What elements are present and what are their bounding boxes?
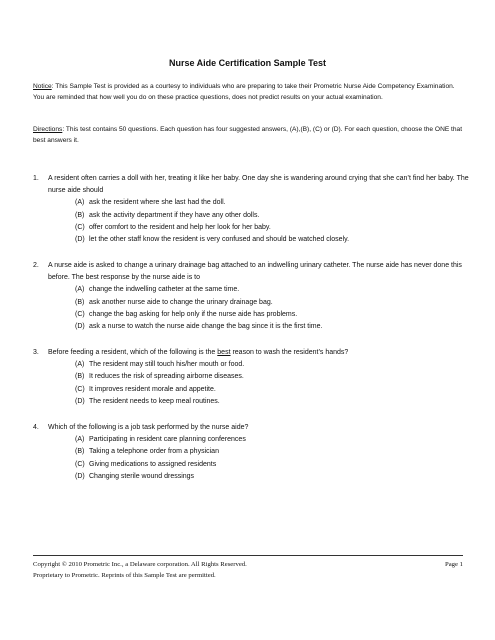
answer-option-b bbox=[75, 210, 473, 222]
option-letter: (A) bbox=[75, 361, 85, 369]
option-text: change the bag asking for help only if the nurse aide has problems. bbox=[89, 310, 298, 318]
option-letter: (B) bbox=[75, 298, 85, 306]
proprietary-text: Proprietary to Prometric. Reprints of this Sample Test are permitted. bbox=[33, 571, 216, 579]
answer-options bbox=[33, 197, 473, 246]
page-footer bbox=[33, 560, 463, 581]
option-letter: (C) bbox=[75, 385, 85, 393]
answer-option-d bbox=[75, 471, 473, 483]
option-text: offer comfort to the resident and help her look for her baby. bbox=[89, 223, 271, 231]
answer-options bbox=[33, 359, 473, 408]
option-letter: (A) bbox=[75, 436, 85, 444]
page-title: Nurse Aide Certification Sample Test bbox=[168, 58, 327, 68]
answer-options bbox=[33, 284, 473, 333]
answer-option-d bbox=[75, 321, 473, 333]
answer-option-d bbox=[75, 234, 473, 246]
question-1 bbox=[33, 173, 473, 246]
answer-option-c bbox=[75, 384, 473, 396]
question-number: 1. bbox=[33, 175, 39, 182]
question-3 bbox=[33, 347, 473, 408]
copyright-text: Copyright © 2010 Prometric Inc., a Delaware corporation. All Rights Reserved. bbox=[33, 561, 247, 568]
answer-option-c bbox=[75, 459, 473, 471]
question-number: 3. bbox=[33, 349, 39, 356]
option-text: change the indwelling catheter at the same time. bbox=[89, 286, 240, 294]
option-letter: (D) bbox=[75, 236, 85, 244]
option-text: Taking a telephone order from a physician bbox=[89, 448, 219, 456]
option-text: Giving medications to assigned residents bbox=[89, 460, 217, 468]
option-letter: (C) bbox=[75, 223, 85, 231]
answer-option-c bbox=[75, 309, 473, 321]
question-number: 2. bbox=[33, 262, 39, 269]
option-text: Participating in resident care planning conferences bbox=[89, 436, 246, 444]
answer-option-a bbox=[75, 359, 473, 371]
option-letter: (B) bbox=[75, 211, 85, 219]
option-letter: (C) bbox=[75, 310, 85, 318]
answer-option-b bbox=[75, 371, 473, 383]
option-letter: (B) bbox=[75, 373, 85, 381]
option-letter: (D) bbox=[75, 323, 85, 331]
question-stem bbox=[48, 347, 473, 359]
question-stem: A resident often carries a doll with her, treating it like her baby. One day she is wandering around crying that she can’t find her baby. The nurse aide should bbox=[48, 175, 469, 195]
answer-options bbox=[33, 434, 473, 483]
option-text: ask another nurse aide to change the urinary drainage bag. bbox=[89, 298, 273, 306]
directions-paragraph bbox=[33, 124, 463, 147]
option-text: let the other staff know the resident is very confused and should be watched closely. bbox=[89, 236, 350, 244]
option-text: Changing sterile wound dressings bbox=[89, 472, 195, 480]
option-text: ask a nurse to watch the nurse aide change the bag since it is the first time. bbox=[89, 323, 323, 331]
option-letter: (D) bbox=[75, 397, 85, 405]
notice-label: Notice bbox=[33, 83, 52, 90]
answer-option-b bbox=[75, 297, 473, 309]
option-letter: (B) bbox=[75, 448, 85, 456]
answer-option-a bbox=[75, 434, 473, 446]
option-letter: (D) bbox=[75, 472, 85, 480]
question-2 bbox=[33, 260, 473, 333]
question-4 bbox=[33, 422, 473, 483]
answer-option-d bbox=[75, 396, 473, 408]
stem-text: Before feeding a resident, which of the following is the bbox=[48, 349, 218, 356]
answer-option-c bbox=[75, 222, 473, 234]
directions-text: : This test contains 50 questions. Each question has four suggested answers, (A),(B), (C) or (D). For each question, choose the ONE that best answers it. bbox=[33, 126, 463, 145]
notice-text: : This Sample Test is provided as a courtesy to individuals who are preparing to take their Prometric Nurse Aide Competency Examination. You are reminded that how well you do on these practice questions, does not predict results on your actual examination. bbox=[33, 83, 455, 102]
option-letter: (A) bbox=[75, 199, 85, 207]
notice-paragraph bbox=[33, 81, 463, 104]
option-text: ask the activity department if they have any other dolls. bbox=[89, 211, 260, 219]
question-stem: A nurse aide is asked to change a urinary drainage bag attached to an indwelling urinary catheter. The nurse aide has never done this before. The best response by the nurse aide is to bbox=[48, 262, 462, 282]
stem-emphasis: best bbox=[217, 349, 231, 356]
option-letter: (A) bbox=[75, 286, 85, 294]
footer-divider bbox=[33, 555, 463, 556]
option-text: The resident may still touch his/her mouth or food. bbox=[89, 361, 245, 369]
option-text: ask the resident where she last had the doll. bbox=[89, 199, 226, 207]
question-number: 4. bbox=[33, 424, 39, 431]
question-stem: Which of the following is a job task performed by the nurse aide? bbox=[48, 424, 249, 431]
page-number: Page 1 bbox=[444, 561, 463, 568]
option-text: It reduces the risk of spreading airborne diseases. bbox=[89, 373, 244, 381]
answer-option-a bbox=[75, 284, 473, 296]
option-text: It improves resident morale and appetite. bbox=[89, 385, 216, 393]
directions-label: Directions bbox=[33, 126, 63, 133]
option-text: The resident needs to keep meal routines. bbox=[89, 397, 220, 405]
option-letter: (C) bbox=[75, 460, 85, 468]
answer-option-a bbox=[75, 197, 473, 209]
answer-option-b bbox=[75, 446, 473, 458]
stem-text: reason to wash the resident’s hands? bbox=[230, 349, 349, 356]
